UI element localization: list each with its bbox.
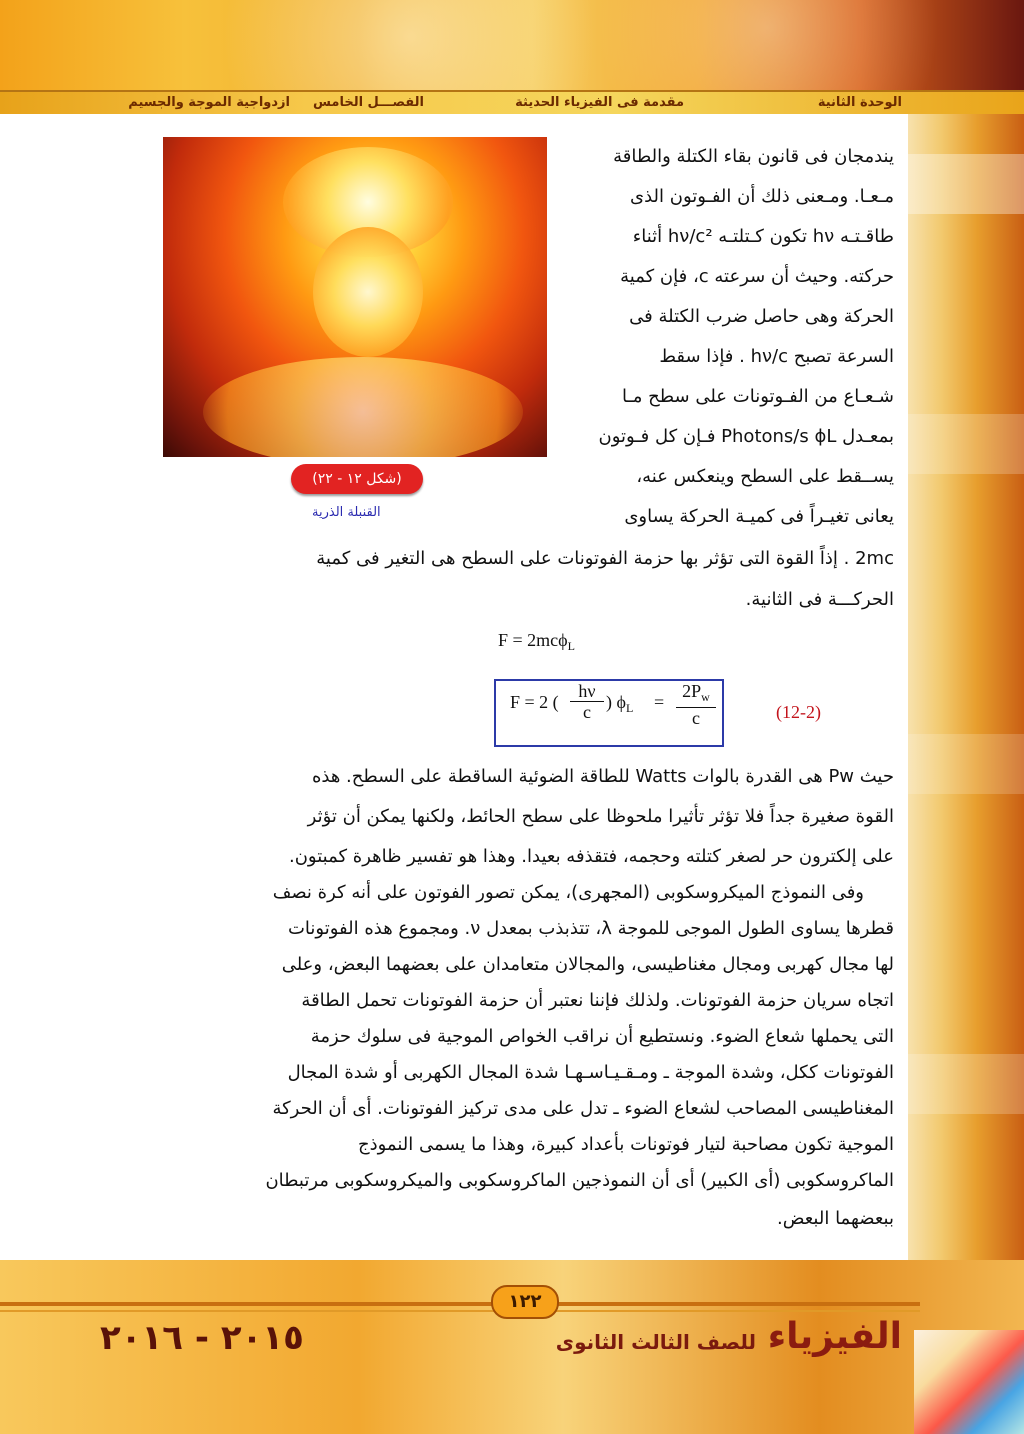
header-topic: مقدمة فى الفيزياء الحديثة <box>515 95 684 110</box>
header-chapter-title: ازدواجية الموجة والجسيم <box>128 95 290 110</box>
subject-title: الفيزياء <box>767 1316 902 1357</box>
figure-caption: القنبلة الذرية <box>312 505 381 520</box>
equals-sign: = <box>654 692 665 712</box>
body-line: شـعـاع من الفـوتونات على سطح مـا <box>622 386 894 407</box>
body-line: ببعضهما البعض. <box>776 1208 894 1229</box>
body-line: الماكروسكوبى (أى الكبير) أى أن النموذجين الماكروسكوبى والميكروسكوبى مرتبطان <box>265 1170 894 1191</box>
prism-decoration <box>914 1330 1024 1434</box>
header-unit: الوحدة الثانية <box>817 95 902 110</box>
boxed-equation-lhs: F = 2 ( <box>510 692 559 712</box>
body-line: الحركة وهى حاصل ضرب الكتلة فى <box>629 306 894 327</box>
body-line: مـعـا. ومـعنى ذلك أن الفـوتون الذى <box>629 186 894 207</box>
body-line: وفى النموذج الميكروسكوبى (المجهرى)، يمكن تصور الفوتون على أنه كرة نصف <box>272 882 864 903</box>
equation-label: (12-2) <box>776 702 821 722</box>
body-line: قطرها يساوى الطول الموجى للموجة λ، تتذبذب بمعدل ν. ومجموع هذه الفوتونات <box>287 918 894 939</box>
body-line: الموجية تكون مصاحبة لتيار فوتونات بأعداد كبيرة، وهذا ما يسمى النموذج <box>357 1134 894 1155</box>
body-line: حركته. وحيث أن سرعته c، فإن كمية <box>620 266 894 287</box>
equation-force: F = 2mcϕ$_L$ <box>498 630 575 653</box>
body-line: حيث Pw هى القدرة بالوات Watts للطاقة الضوئية الساقطة على السطح. هذه <box>311 766 894 787</box>
figure-number-badge: (شكل ١٢ - ٢٢) <box>291 464 423 494</box>
body-line: لها مجال كهربى ومجال مغناطيسى، والمجالان متعامدان على بعضهما البعض، وعلى <box>281 954 894 975</box>
boxed-equation-mid: ) $\phi_L$ <box>606 692 634 715</box>
academic-years: ٢٠١٥ - ٢٠١٦ <box>100 1318 304 1358</box>
body-line: السرعة تصبح hν/c . فإذا سقط <box>659 346 894 367</box>
atomic-bomb-photo <box>163 137 547 457</box>
body-line: 2mc . إذاً القوة التى تؤثر بها حزمة الفوتونات على السطح هى التغير فى كمية <box>316 548 894 569</box>
page-number: ١٢٢ <box>491 1285 559 1319</box>
bottom-rule-thin <box>0 1310 920 1312</box>
header-chapter: الفصـــل الخامس <box>313 95 424 110</box>
body-line: الفوتونات ككل، وشدة الموجة ـ ومـقـيـاسـهـا شدة المجال الكهربى أو شدة المجال <box>287 1062 894 1083</box>
body-line: الحركـــة فى الثانية. <box>745 589 894 610</box>
side-decoration <box>906 114 1024 1404</box>
fraction-2pw-c: $2P_w$ c <box>676 681 716 728</box>
body-line: المغناطيسى المصاحب لشعاع الضوء ـ تدل على مدى تركيز الفوتونات. أى أن الحركة <box>272 1098 894 1119</box>
body-line: بمعـدل Photons/s ϕL فـإن كل فـوتون <box>598 426 894 447</box>
grade-label: للصف الثالث الثانوى <box>555 1330 756 1354</box>
body-line: يعانى تغيـراً فى كميـة الحركة يساوى <box>624 506 894 527</box>
body-line: القوة صغيرة جداً فلا تؤثر تأثيرا ملحوظا على سطح الحائط، ولكنها يمكن أن تؤثر <box>307 806 894 827</box>
top-banner <box>0 0 1024 92</box>
fraction-hv-c: hν c <box>570 681 604 722</box>
body-line: يســقط على السطح وينعكس عنه، <box>636 466 894 487</box>
body-line: طاقـتـه hν تكون كـتلتـه hν/c² أثناء <box>632 226 894 247</box>
body-line: التى يحملها شعاع الضوء. ونستطيع أن نراقب الخواص الموجية فى سلوك حزمة <box>310 1026 894 1047</box>
bottom-rule <box>0 1302 920 1306</box>
body-line: اتجاه سريان حزمة الفوتونات. ولذلك فإننا نعتبر أن حزمة الفوتونات تحمل الطاقة <box>301 990 894 1011</box>
body-line: يندمجان فى قانون بقاء الكتلة والطاقة <box>613 146 894 167</box>
body-line: على إلكترون حر لصغر كتلته وحجمه، فتقذفه بعيدا. وهذا هو تفسير ظاهرة كمبتون. <box>288 846 894 867</box>
